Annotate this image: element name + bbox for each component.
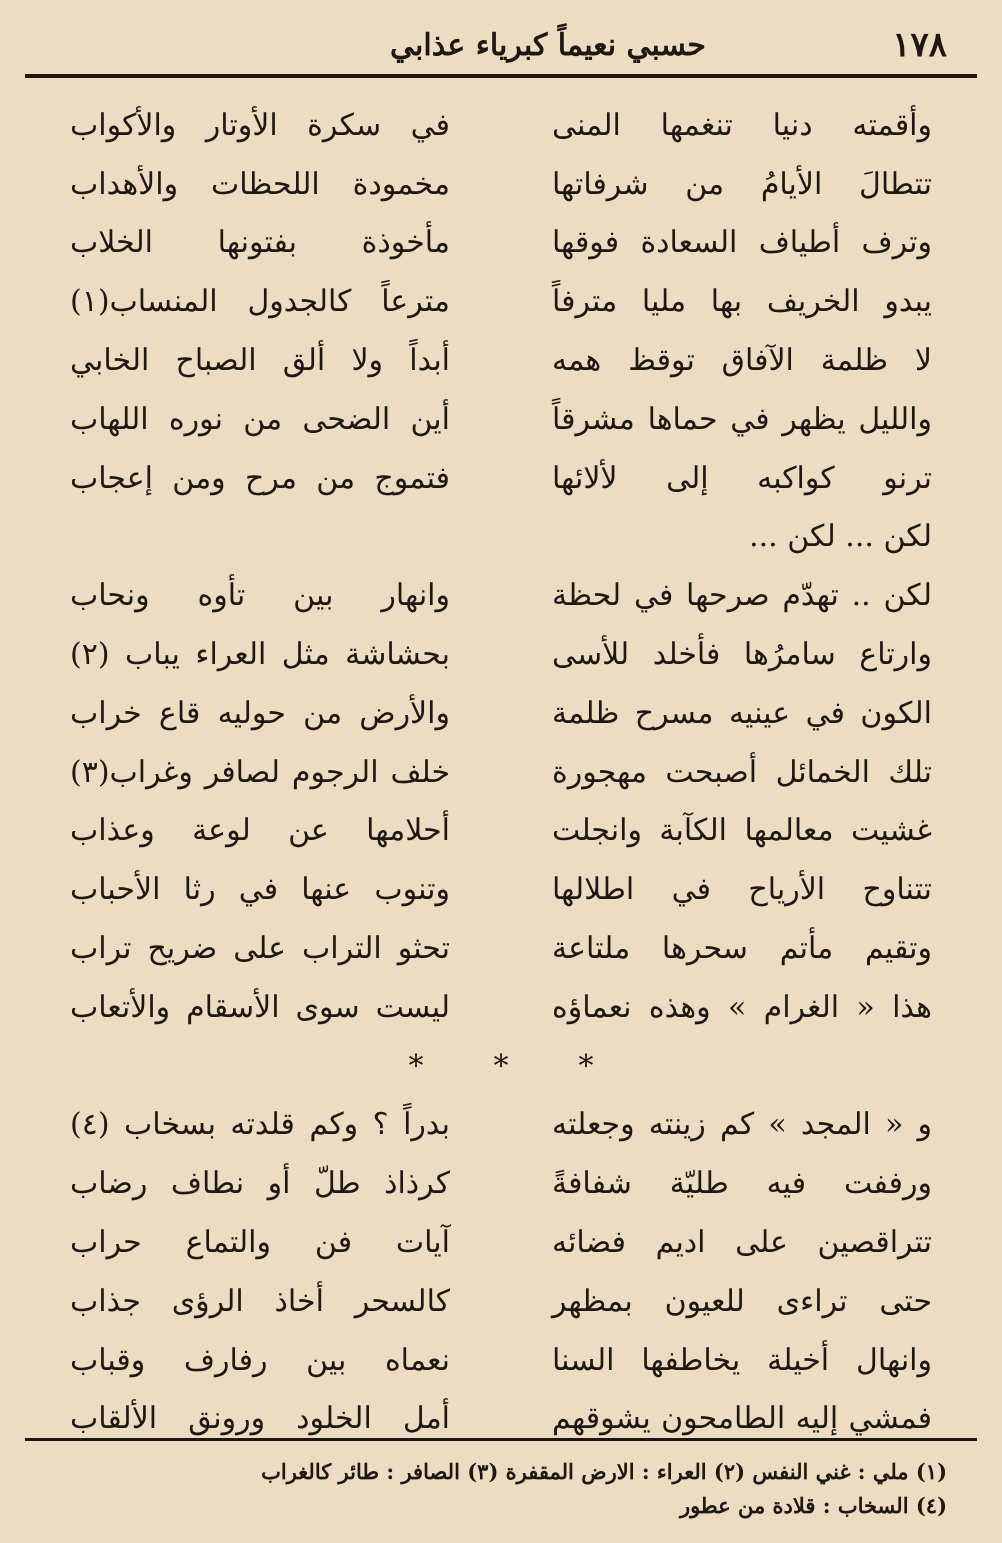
first-hemistich: تتطالَ الأيامُ من شرفاتها	[552, 166, 932, 202]
verse-line	[70, 1096, 932, 1155]
verse-line	[70, 390, 932, 449]
verse-line	[70, 743, 932, 802]
first-hemistich: و « المجد » كم زينته وجعلته	[552, 1107, 932, 1143]
verse-line	[70, 214, 932, 273]
section-separator	[70, 1037, 932, 1096]
first-hemistich: وانهال أخيلة يخاطفها السنا	[552, 1342, 932, 1378]
second-hemistich: مترعاً كالجدول المنساب(١)	[70, 284, 450, 320]
verse-line	[70, 1213, 932, 1272]
verse-line	[70, 331, 932, 390]
verse-line	[70, 449, 932, 508]
second-hemistich: أحلامها عن لوعة وعذاب	[70, 813, 450, 849]
verse-line	[70, 919, 932, 978]
second-hemistich: بدراً ؟ وكم قلدته بسخاب (٤)	[70, 1107, 450, 1143]
first-hemistich: ورففت فيه طليّة شفافةً	[552, 1166, 932, 1202]
verse-line	[70, 566, 932, 625]
verse-line	[70, 802, 932, 861]
second-hemistich: مخمودة اللحظات والأهداب	[70, 166, 450, 202]
second-hemistich: بحشاشة مثل العراء يباب (٢)	[70, 637, 450, 673]
verse-line	[70, 684, 932, 743]
verse-line	[70, 978, 932, 1037]
first-hemistich: وأقمته دنيا تنغمها المنى	[552, 107, 932, 143]
verse-line	[70, 1154, 932, 1213]
verse-line	[70, 508, 932, 567]
first-hemistich: غشيت معالمها الكآبة وانجلت	[552, 813, 932, 849]
first-hemistich: لكن ... لكن ...	[749, 519, 932, 555]
verse-line	[70, 272, 932, 331]
verse-line	[70, 1331, 932, 1390]
first-hemistich: وترف أطياف السعادة فوقها	[552, 225, 932, 261]
second-hemistich: أمل الخلود ورونق الألقاب	[70, 1401, 450, 1437]
page-number: ١٧٨	[892, 25, 947, 65]
first-hemistich: هذا « الغرام » وهذه نعماؤه	[552, 989, 932, 1025]
running-title: حسبي نعيماً كبرياء عذابي	[390, 27, 706, 63]
separator-star: *	[408, 1048, 424, 1084]
verse-line	[70, 155, 932, 214]
verse-line	[70, 625, 932, 684]
header-rule	[25, 74, 977, 78]
first-hemistich: فمشي إليه الطامحون يشوقهم	[552, 1401, 932, 1437]
page-header	[60, 20, 947, 70]
second-hemistich: كرذاذ طلّ أو نطاف رضاب	[70, 1166, 450, 1202]
second-hemistich: خلف الرجوم لصافر وغراب(٣)	[70, 754, 450, 790]
second-hemistich: آيات فن والتماع حراب	[70, 1225, 450, 1261]
second-hemistich: فتموج من مرح ومن إعجاب	[70, 460, 450, 496]
second-hemistich: والأرض من حوليه قاع خراب	[70, 695, 450, 731]
second-hemistich: وانهار بين تأوه ونحاب	[70, 578, 450, 614]
second-hemistich: في سكرة الأوتار والأكواب	[70, 107, 450, 143]
verse-line	[70, 860, 932, 919]
verse-line	[70, 1272, 932, 1331]
second-hemistich: نعماه بين رفارف وقباب	[70, 1342, 450, 1378]
first-hemistich: تتراقصين على اديم فضائه	[552, 1225, 932, 1261]
first-hemistich: لكن .. تهدّم صرحها في لحظة	[552, 578, 932, 614]
footnotes	[100, 1455, 947, 1523]
second-hemistich: تحثو التراب على ضريح تراب	[70, 931, 450, 967]
poem-body	[70, 96, 932, 1448]
second-hemistich: مأخوذة بفتونها الخلاب	[70, 225, 450, 261]
verse-line	[70, 96, 932, 155]
second-hemistich: كالسحر أخاذ الرؤى جذاب	[70, 1283, 450, 1319]
first-hemistich: وتقيم مأتم سحرها ملتاعة	[552, 931, 932, 967]
second-hemistich: أين الضحى من نوره اللهاب	[70, 401, 450, 437]
first-hemistich: ترنو كواكبه إلى لألائها	[552, 460, 932, 496]
separator-star: *	[578, 1048, 594, 1084]
footnote-rule	[25, 1438, 977, 1441]
second-hemistich: وتنوب عنها في رثا الأحباب	[70, 872, 450, 908]
first-hemistich: يبدو الخريف بها مليا مترفاً	[552, 284, 932, 320]
separator-star: *	[493, 1048, 509, 1084]
first-hemistich: الكون في عينيه مسرح ظلمة	[552, 695, 932, 731]
footnote-line: (٤) السخاب : قلادة من عطور	[679, 1493, 947, 1518]
first-hemistich: وارتاع سامرُها فأخلد للأسى	[552, 637, 932, 673]
footnote-line: (١) ملي : غني النفس (٢) العراء : الارض المقفرة (٣) الصافر : طائر كالغراب	[261, 1459, 947, 1484]
first-hemistich: والليل يظهر في حماها مشرقاً	[552, 401, 932, 437]
second-hemistich: ليست سوى الأسقام والأتعاب	[70, 989, 450, 1025]
first-hemistich: تلك الخمائل أصبحت مهجورة	[552, 754, 932, 790]
first-hemistich: تتناوح الأرياح في اطلالها	[552, 872, 932, 908]
first-hemistich: حتى تراءى للعيون بمظهر	[552, 1283, 932, 1319]
first-hemistich: لا ظلمة الآفاق توقظ همه	[552, 343, 932, 379]
second-hemistich: أبداً ولا ألق الصباح الخابي	[70, 343, 450, 379]
